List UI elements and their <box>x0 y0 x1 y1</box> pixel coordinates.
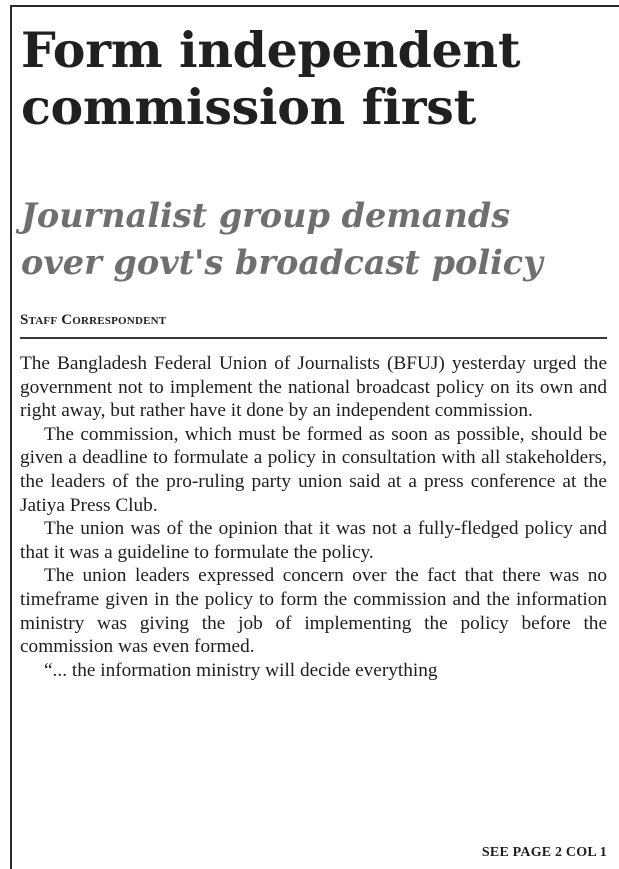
paragraph: The Bangladesh Federal Union of Journalists (BFUJ) yesterday urged the government not to implement the national broadcast policy on its own and right away, but rather have it done by an independent commission. <box>20 353 607 422</box>
subheadline-line-1: Journalist group demands <box>21 196 511 235</box>
byline: Staff Correspondent <box>20 312 167 328</box>
paragraph: The union leaders expressed concern over the fact that there was no timeframe given in the policy to form the commission and the information ministry was giving the job of implementing the policy before the commission was even formed. <box>20 565 607 658</box>
top-border-rule <box>12 5 619 7</box>
headline-line-2: commission first <box>21 78 476 136</box>
paragraph: “... the information ministry will decide everything <box>44 659 438 681</box>
subheadline-line-2: over govt's broadcast policy <box>21 243 543 282</box>
left-border-rule <box>10 5 12 869</box>
headline-line-1: Form independent <box>21 21 521 79</box>
paragraph: The union was of the opinion that it was not a fully-fledged policy and that it was a guideline to formulate the policy. <box>20 518 607 563</box>
continued-on-page-label: SEE PAGE 2 COL 1 <box>481 845 607 860</box>
byline-rule <box>20 337 607 339</box>
paragraph: The commission, which must be formed as soon as possible, should be given a deadline to formulate a policy in consultation with all stakeholders, the leaders of the pro-ruling party union said at a press conference at the Jatiya Press Club. <box>20 423 607 516</box>
article-body <box>20 352 607 682</box>
subheadline <box>21 192 616 286</box>
headline <box>21 22 616 136</box>
